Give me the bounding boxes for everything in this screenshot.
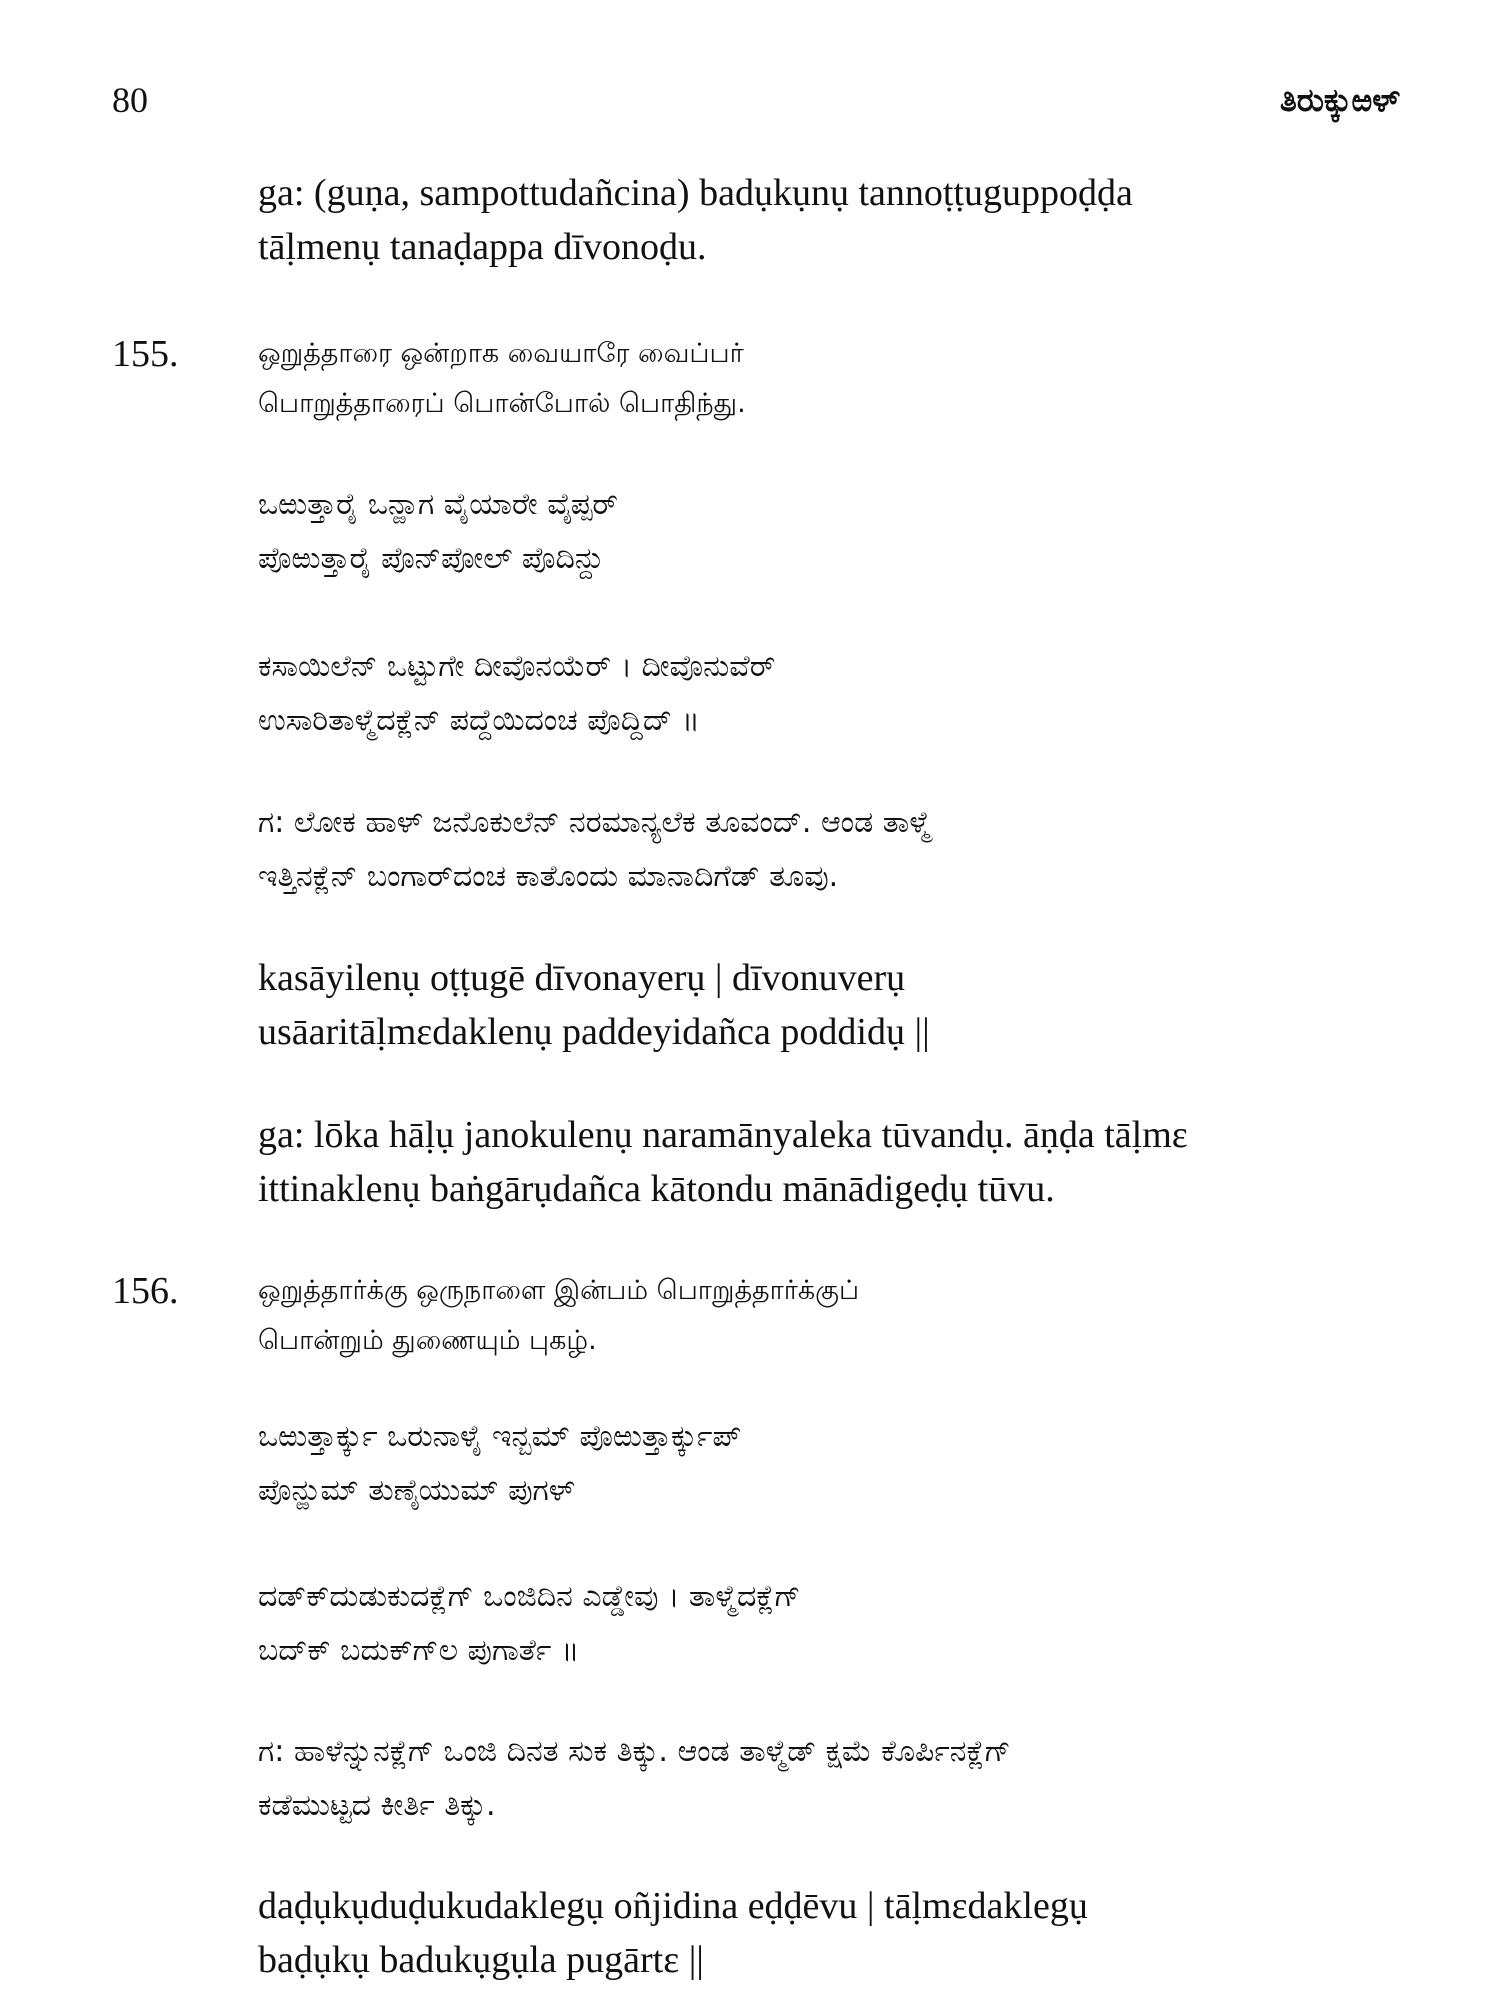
running-head: ತಿರುಕ್ಕುಱಳ್ bbox=[1279, 81, 1400, 119]
verse-number-156: 156. bbox=[112, 1270, 179, 1312]
verse-155-roman-gloss bbox=[258, 1108, 1188, 1216]
tulu-gloss-line-1: ಗ: ಹಾಳೆನ್ನುನಕ್ಲೆಗ್ ಒಂಜಿ ದಿನತ ಸುಕ ತಿಕ್ಕು. ಆಂಡ ತಾಳ್ಮೆಡ್ ಕ್ಷಮೆ ಕೊರ್ಪಿನಕ್ಲೆಗ್ bbox=[258, 1734, 1011, 1769]
tulu-verse-line-2: ಬದ್‌ಕ್ ಬದುಕ್‌ಗ್‌ಲ ಪುಗಾರ್ತೆ ॥ bbox=[258, 1633, 580, 1668]
translit-line-2: ಪೊನ್ಱುಮ್ ತುಣೈಯುಮ್ ಪುಗಳ್ bbox=[258, 1473, 575, 1508]
translit-line-2: ಪೊಱುತ್ತಾರೈ ಪೊನ್‌ಪೋಲ್ ಪೊದಿನ್ದು bbox=[258, 541, 604, 576]
tulu-verse-line-1: ದಡ್‌ಕ್‌ದುಡುಕುದಕ್ಲೆಗ್ ಒಂಜಿದಿನ ಎಡ್ಡೇವು । ತಾಳ್ಮೆದಕ್ಲೆಗ್ bbox=[258, 1579, 801, 1614]
roman-verse-line-2: usāaritāḷmɛdaklenụ paddeyidañca poddidụ || bbox=[258, 1011, 930, 1053]
verse-155-tulu-gloss bbox=[258, 796, 931, 904]
tulu-verse-line-2: ಉಸಾರಿತಾಳ್ಮೆದಕ್ಲೆನ್ ಪದ್ದೆಯಿದಂಚ ಪೊದ್ದಿದ್ ॥ bbox=[258, 703, 700, 738]
tamil-line-2: பொறுத்தாரைப் பொன்போல் பொதிந்து. bbox=[258, 388, 746, 419]
verse-156-tulu-verse bbox=[258, 1570, 801, 1678]
tulu-gloss-line-1: ಗ: ಲೋಕ ಹಾಳ್ ಜನೊಕುಲೆನ್ ನರಮಾನ್ಯಲೆಕ ತೂವಂದ್. ಆಂಡ ತಾಳ್ಮೆ bbox=[258, 805, 931, 840]
intro-gloss-line-2: tāḷmenụ tanaḍappa dīvonoḍu. bbox=[258, 226, 707, 268]
tamil-line-2: பொன்றும் துணையும் புகழ். bbox=[258, 1325, 597, 1356]
translit-line-1: ಒಱುತ್ತಾರೈ ಒನ್ಱಾಗ ವೈಯಾರೇ ವೈಪ್ಪರ್ bbox=[258, 487, 618, 522]
verse-155-tulu-verse bbox=[258, 640, 775, 748]
roman-verse-line-1: kasāyilenụ oṭṭugē dīvonayerụ | dīvonuverụ bbox=[258, 957, 906, 999]
tamil-line-1: ஒறுத்தாரை ஒன்றாக வையாரே வைப்பர் bbox=[258, 338, 744, 369]
verse-155-roman-verse bbox=[258, 951, 930, 1059]
verse-156-tamil bbox=[258, 1266, 859, 1366]
verse-156-tulu-gloss bbox=[258, 1725, 1011, 1833]
verse-155-kannada-translit bbox=[258, 478, 618, 586]
roman-gloss-line-1: ga: lōka hāḷụ janokulenụ naramānyaleka tūvandụ. āṇḍa tāḷmɛ bbox=[258, 1114, 1188, 1156]
roman-verse-line-1: daḍụkụduḍukudaklegụ oñjidina eḍḍēvu | tāḷmɛdaklegụ bbox=[258, 1885, 1088, 1927]
roman-verse-line-2: baḍụkụ badukụgụla pugārtɛ || bbox=[258, 1939, 704, 1981]
verse-156-kannada-translit bbox=[258, 1410, 741, 1518]
tulu-verse-line-1: ಕಸಾಯಿಲೆನ್ ಒಟ್ಟುಗೇ ದೀವೊನಯೆರ್ । ದೀವೊನುವೆರ್ bbox=[258, 649, 776, 684]
tulu-gloss-line-2: ಕಡೆಮುಟ್ಟದ ಕೀರ್ತಿ ತಿಕ್ಕು. bbox=[258, 1788, 496, 1823]
verse-number-155: 155. bbox=[112, 333, 179, 375]
verse-156-roman-verse bbox=[258, 1879, 1088, 1987]
intro-gloss-line-1: ga: (guṇa, sampottudañcina) badụkụnụ tannoṭṭuguppoḍḍa bbox=[258, 172, 1133, 214]
intro-gloss bbox=[258, 166, 1133, 274]
tulu-gloss-line-2: ಇತ್ತಿನಕ್ಲೆನ್ ಬಂಗಾರ್‌ದಂಚ ಕಾತೊಂದು ಮಾನಾದಿಗೆಡ್ ತೂವು. bbox=[258, 859, 839, 894]
tamil-line-1: ஒறுத்தார்க்கு ஒருநாளை இன்பம் பொறுத்தார்க்குப் bbox=[258, 1275, 860, 1306]
roman-gloss-line-2: ittinaklenụ baṅgārụdañca kātondu mānādigeḍụ tūvu. bbox=[258, 1168, 1055, 1210]
translit-line-1: ಒಱುತ್ತಾರ್ಕ್ಕು ಒರುನಾಳೈ ಇನ್ಬಮ್ ಪೊಱುತ್ತಾರ್ಕ್ಕುಪ್ bbox=[258, 1419, 742, 1454]
verse-155-tamil bbox=[258, 329, 746, 429]
page-number: 80 bbox=[112, 80, 148, 120]
